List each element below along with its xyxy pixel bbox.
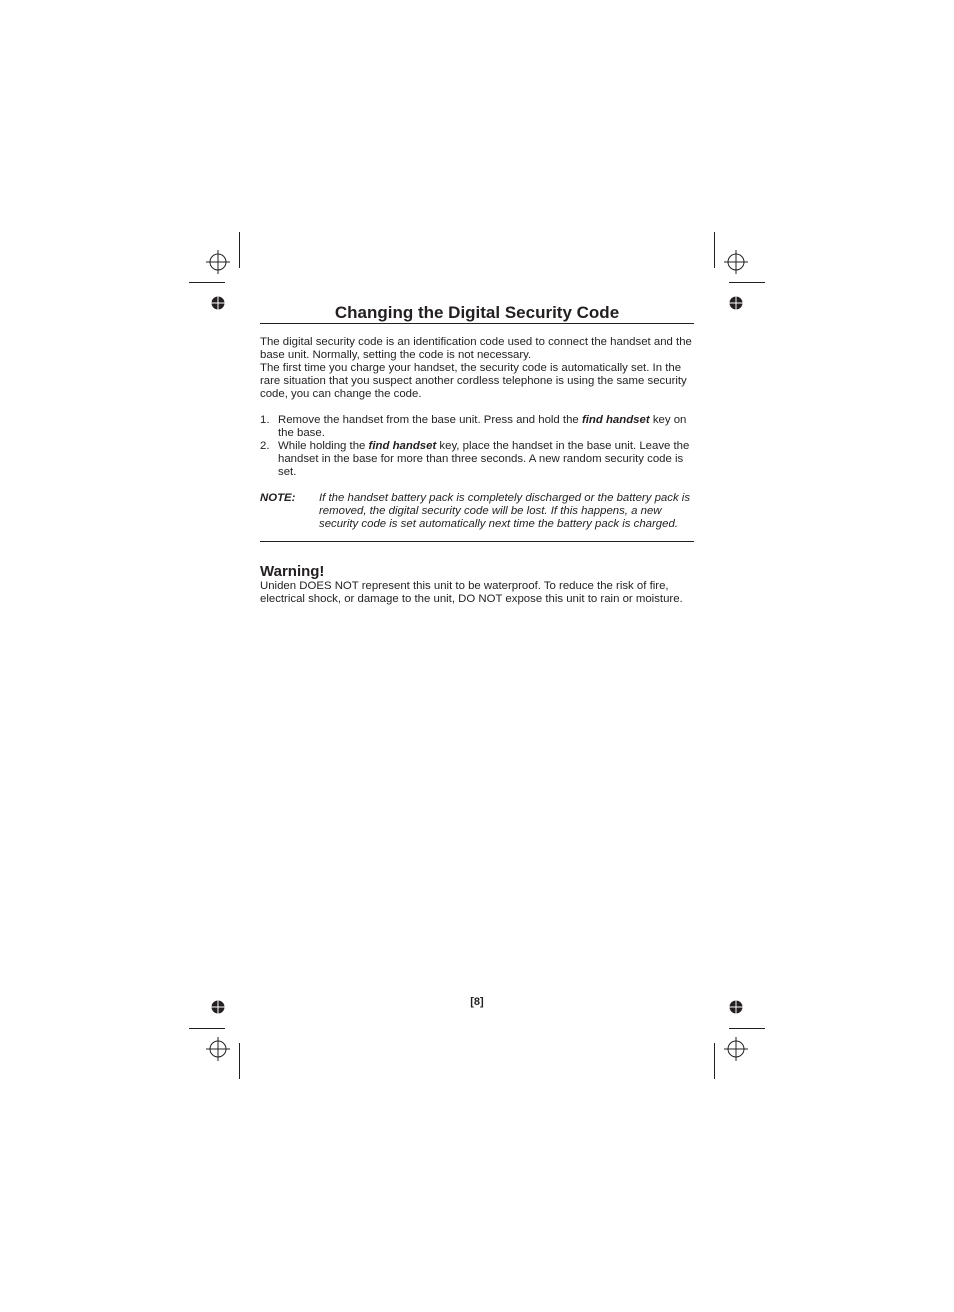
crop-mark-bottom-right-vertical — [714, 1043, 715, 1079]
page-number: [8] — [470, 996, 484, 1008]
step-item — [260, 414, 694, 440]
intro-paragraph-2: The first time you charge your handset, the security code is automatically set. In the rare situation that you suspect another cordless telephone is using the same security code, you can change the code. — [260, 362, 687, 400]
registration-crosshair-bottom-left — [206, 1037, 230, 1061]
find-handset-key-label: find handset — [581, 414, 650, 426]
crop-mark-bottom-right-horizontal — [729, 1028, 765, 1029]
warning-heading: Warning! — [260, 563, 325, 580]
note-block — [260, 492, 694, 531]
crop-mark-top-left-vertical — [239, 232, 240, 268]
section-title: Changing the Digital Security Code — [334, 303, 620, 322]
crop-mark-bottom-left-horizontal — [189, 1028, 225, 1029]
crop-mark-top-right-horizontal — [729, 282, 765, 283]
step-text-before: While holding the — [278, 440, 369, 452]
registration-crosshair-bottom-right — [724, 1037, 748, 1061]
note-divider — [260, 541, 694, 542]
crop-mark-top-right-vertical — [714, 232, 715, 268]
step-text-after: key on the base. — [278, 414, 687, 439]
steps-list — [260, 414, 694, 479]
intro-text — [260, 336, 694, 401]
page-content — [260, 302, 694, 606]
warning-text: Uniden DOES NOT represent this unit to be waterproof. To reduce the risk of fire, electrical shock, or damage to the unit, DO NOT expose this unit to rain or moisture. — [260, 580, 683, 605]
step-item — [260, 440, 694, 479]
note-text: If the handset battery pack is completely discharged or the battery pack is removed, the digital security code will be lost. If this happens, a new security code is set automatically next time the battery pack is charged. — [319, 492, 691, 530]
step-text-before: Remove the handset from the base unit. Press and hold the — [278, 414, 582, 426]
step-number: 2. — [260, 440, 270, 452]
registration-crosshair-top-left — [206, 250, 230, 274]
find-handset-key-label: find handset — [368, 440, 437, 452]
registration-dot-top-left — [211, 296, 225, 310]
step-text — [278, 414, 694, 440]
intro-paragraph-1: The digital security code is an identification code used to connect the handset and the base unit. Normally, setting the code is not necessary. — [260, 336, 692, 361]
registration-crosshair-top-right — [724, 250, 748, 274]
title-underline — [260, 323, 694, 324]
step-text-after: key, place the handset in the base unit. Leave the handset in the base for more than three seconds. A new random security code is set. — [278, 440, 690, 478]
step-text — [278, 440, 694, 479]
crop-mark-top-left-horizontal — [189, 282, 225, 283]
registration-dot-top-right — [729, 296, 743, 310]
note-label: NOTE: — [260, 492, 296, 504]
crop-mark-bottom-left-vertical — [239, 1043, 240, 1079]
step-number: 1. — [260, 414, 270, 426]
